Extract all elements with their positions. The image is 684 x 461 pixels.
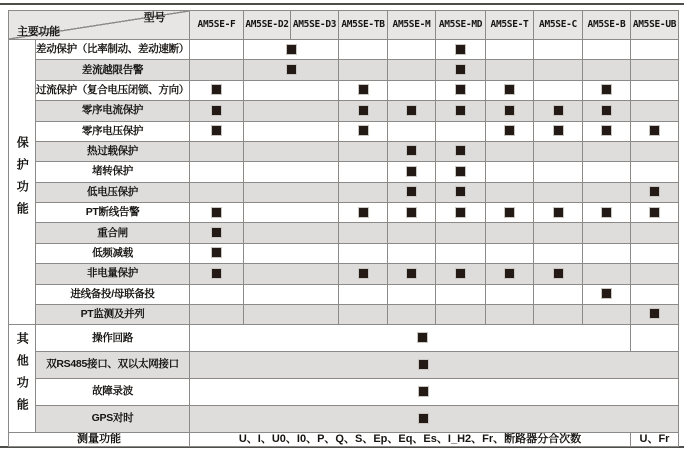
supported-mark: [456, 45, 465, 54]
feature-label: 零序电压保护: [36, 121, 190, 141]
cell-c: [534, 101, 583, 121]
measurement-label: 测量功能: [9, 432, 190, 446]
cell-c: [534, 304, 583, 324]
cell-t: [486, 284, 534, 304]
feature-label: 非电量保护: [36, 264, 190, 284]
supported-mark: [602, 106, 611, 115]
cell-f: [190, 243, 244, 263]
cell-m: [388, 101, 436, 121]
cell-ub: [631, 40, 679, 60]
supported-mark: [456, 187, 465, 196]
section-label-text: 保护功能: [15, 135, 30, 224]
measurement-values: U、I、U0、I0、P、Q、S、Ep、Eq、Es、I_H2、Fr、断路器分合次数: [190, 432, 631, 446]
supported-mark: [359, 126, 368, 135]
supported-mark: [419, 387, 428, 396]
cell-tb: [339, 80, 388, 100]
cell-md: [436, 223, 486, 243]
table-row: [9, 264, 679, 284]
supported-mark: [554, 269, 563, 278]
supported-mark: [456, 167, 465, 176]
cell-f: [190, 304, 244, 324]
corner-header-cell: [9, 11, 190, 40]
cell-ub: [631, 162, 679, 182]
cell-d2-d3: [244, 60, 339, 80]
cell-f: [190, 284, 244, 304]
cell-all-models-merged: [190, 352, 679, 379]
cell-m: [388, 60, 436, 80]
cell-f: [190, 203, 244, 223]
cell-ub: [631, 121, 679, 141]
cell-t: [486, 141, 534, 161]
supported-mark: [602, 126, 611, 135]
cell-c: [534, 141, 583, 161]
cell-b: [583, 182, 631, 202]
cell-c: [534, 182, 583, 202]
table-row: [9, 101, 679, 121]
supported-mark: [456, 146, 465, 155]
feature-label: 操作回路: [36, 325, 190, 352]
feature-label: 零序电流保护: [36, 101, 190, 121]
corner-model-label: 型号: [143, 11, 165, 24]
cell-b: [583, 162, 631, 182]
cell-d2-d3: [244, 101, 339, 121]
supported-mark: [359, 208, 368, 217]
cell-b: [583, 121, 631, 141]
supported-mark: [359, 85, 368, 94]
supported-mark: [407, 208, 416, 217]
column-header-am5se-c: AM5SE-C: [534, 11, 583, 40]
table-row: [9, 223, 679, 243]
cell-d2-d3: [244, 141, 339, 161]
cell-t: [486, 162, 534, 182]
cell-t: [486, 304, 534, 324]
feature-label: 过流保护（复合电压闭锁、方向）: [36, 80, 190, 100]
supported-mark: [650, 187, 659, 196]
column-header-am5se-ub: AM5SE-UB: [631, 11, 679, 40]
feature-label: PT监测及并列: [36, 304, 190, 324]
supported-mark: [419, 360, 428, 369]
cell-ub: [631, 203, 679, 223]
supported-mark: [505, 85, 514, 94]
feature-label: 低频减载: [36, 243, 190, 263]
cell-d2-d3: [244, 203, 339, 223]
cell-m: [388, 223, 436, 243]
cell-all-models-merged: [190, 378, 679, 405]
cell-tb: [339, 284, 388, 304]
cell-d2-d3: [244, 284, 339, 304]
cell-md: [436, 264, 486, 284]
supported-mark: [212, 106, 221, 115]
column-header-am5se-tb: AM5SE-TB: [339, 11, 388, 40]
supported-mark: [407, 146, 416, 155]
cell-f: [190, 162, 244, 182]
cell-d2-d3: [244, 223, 339, 243]
supported-mark: [212, 269, 221, 278]
cell-b: [583, 243, 631, 263]
cell-b: [583, 80, 631, 100]
table-row: [9, 121, 679, 141]
measurement-values-ub: U、Fr: [631, 432, 679, 446]
cell-t: [486, 182, 534, 202]
supported-mark: [212, 248, 221, 257]
table-row: [9, 40, 679, 60]
supported-mark: [602, 289, 611, 298]
column-header-am5se-m: AM5SE-M: [388, 11, 436, 40]
cell-tb: [339, 223, 388, 243]
supported-mark: [602, 208, 611, 217]
supported-mark: [505, 106, 514, 115]
feature-label: 双RS485接口、双以太网接口: [36, 352, 190, 379]
supported-mark: [602, 85, 611, 94]
cell-d2-d3: [244, 264, 339, 284]
cell-m: [388, 141, 436, 161]
cell-t: [486, 40, 534, 60]
column-header-am5se-t: AM5SE-T: [486, 11, 534, 40]
cell-c: [534, 121, 583, 141]
cell-c: [534, 223, 583, 243]
cell-c: [534, 243, 583, 263]
cell-c: [534, 162, 583, 182]
cell-m: [388, 284, 436, 304]
cell-t: [486, 80, 534, 100]
cell-tb: [339, 182, 388, 202]
supported-mark: [456, 65, 465, 74]
cell-tb: [339, 203, 388, 223]
cell-d2-d3: [244, 162, 339, 182]
cell-tb: [339, 141, 388, 161]
cell-c: [534, 284, 583, 304]
supported-mark: [456, 106, 465, 115]
cell-d2-d3: [244, 40, 339, 60]
cell-f: [190, 121, 244, 141]
cell-b: [583, 304, 631, 324]
column-header-am5se-b: AM5SE-B: [583, 11, 631, 40]
supported-mark: [212, 228, 221, 237]
supported-mark: [407, 167, 416, 176]
cell-t: [486, 101, 534, 121]
table-row: [9, 243, 679, 263]
supported-mark: [359, 106, 368, 115]
cell-t: [486, 223, 534, 243]
column-header-am5se-md: AM5SE-MD: [436, 11, 486, 40]
cell-ub: [631, 60, 679, 80]
supported-mark: [650, 208, 659, 217]
cell-b: [583, 203, 631, 223]
supported-mark: [407, 187, 416, 196]
cell-tb: [339, 264, 388, 284]
supported-mark: [212, 85, 221, 94]
cell-m: [388, 203, 436, 223]
cell-all-models-merged: [190, 325, 631, 352]
cell-t: [486, 203, 534, 223]
cell-md: [436, 182, 486, 202]
cell-c: [534, 80, 583, 100]
table-row: [9, 203, 679, 223]
feature-label: 故障录波: [36, 378, 190, 405]
feature-label: 重合闸: [36, 223, 190, 243]
cell-t: [486, 60, 534, 80]
cell-c: [534, 60, 583, 80]
cell-ub: [631, 182, 679, 202]
cell-b: [583, 141, 631, 161]
feature-label: 热过载保护: [36, 141, 190, 161]
cell-tb: [339, 243, 388, 263]
cell-d2-d3: [244, 121, 339, 141]
supported-mark: [212, 126, 221, 135]
feature-label: 进线备投/母联备投: [36, 284, 190, 304]
cell-f: [190, 60, 244, 80]
corner-main-function-label: 主要功能: [17, 25, 60, 39]
cell-c: [534, 40, 583, 60]
feature-label: 堵转保护: [36, 162, 190, 182]
cell-f: [190, 264, 244, 284]
cell-b: [583, 223, 631, 243]
cell-m: [388, 121, 436, 141]
table-row: [9, 182, 679, 202]
supported-mark: [456, 208, 465, 217]
cell-b: [583, 101, 631, 121]
supported-mark: [505, 269, 514, 278]
cell-md: [436, 284, 486, 304]
supported-mark: [359, 269, 368, 278]
feature-label: 差流越限告警: [36, 60, 190, 80]
column-header-am5se-d3: AM5SE-D3: [291, 11, 339, 40]
cell-t: [486, 121, 534, 141]
header-row: [9, 11, 679, 40]
diagonal-divider: [9, 11, 189, 39]
table-row: [9, 141, 679, 161]
table-row: [9, 60, 679, 80]
cell-t: [486, 264, 534, 284]
table-row: [9, 284, 679, 304]
cell-f: [190, 40, 244, 60]
cell-tb: [339, 101, 388, 121]
cell-c: [534, 203, 583, 223]
supported-mark: [287, 45, 296, 54]
cell-md: [436, 60, 486, 80]
cell-ub: [631, 101, 679, 121]
supported-mark: [407, 269, 416, 278]
table-row: [9, 80, 679, 100]
cell-md: [436, 203, 486, 223]
cell-m: [388, 304, 436, 324]
measurement-row: [9, 432, 679, 446]
cell-ub: [631, 141, 679, 161]
cell-ub: [631, 304, 679, 324]
cell-tb: [339, 60, 388, 80]
cell-md: [436, 101, 486, 121]
cell-f: [190, 141, 244, 161]
cell-c: [534, 264, 583, 284]
cell-d2-d3: [244, 304, 339, 324]
cell-m: [388, 80, 436, 100]
cell-md: [436, 40, 486, 60]
table-row: [9, 162, 679, 182]
cell-m: [388, 182, 436, 202]
cell-tb: [339, 121, 388, 141]
supported-mark: [418, 333, 427, 342]
top-rule: [0, 3, 684, 5]
table-row: [9, 352, 679, 379]
feature-comparison-table: [8, 10, 679, 447]
cell-m: [388, 264, 436, 284]
supported-mark: [554, 208, 563, 217]
cell-tb: [339, 304, 388, 324]
cell-ub: [631, 223, 679, 243]
supported-mark: [554, 106, 563, 115]
cell-t: [486, 243, 534, 263]
cell-md: [436, 141, 486, 161]
cell-tb: [339, 162, 388, 182]
column-header-am5se-f: AM5SE-F: [190, 11, 244, 40]
table-row: [9, 378, 679, 405]
supported-mark: [505, 126, 514, 135]
supported-mark: [419, 414, 428, 423]
feature-label: PT断线告警: [36, 203, 190, 223]
table-row: [9, 325, 679, 352]
cell-m: [388, 40, 436, 60]
supported-mark: [287, 65, 296, 74]
cell-b: [583, 40, 631, 60]
cell-f: [190, 223, 244, 243]
cell-b: [583, 60, 631, 80]
cell-ub: [631, 264, 679, 284]
supported-mark: [650, 126, 659, 135]
section-label-protection: [9, 40, 36, 325]
section-label-text: 其他功能: [15, 332, 30, 421]
cell-b: [583, 284, 631, 304]
cell-d2-d3: [244, 182, 339, 202]
cell-d2-d3: [244, 243, 339, 263]
cell-ub: [631, 284, 679, 304]
supported-mark: [554, 126, 563, 135]
feature-label: GPS对时: [36, 405, 190, 432]
cell-m: [388, 162, 436, 182]
column-header-am5se-d2: AM5SE-D2: [244, 11, 291, 40]
supported-mark: [456, 269, 465, 278]
cell-md: [436, 243, 486, 263]
cell-tb: [339, 40, 388, 60]
cell-ub: [631, 80, 679, 100]
cell-md: [436, 304, 486, 324]
cell-b: [583, 264, 631, 284]
cell-all-models-merged: [190, 405, 679, 432]
cell-m: [388, 243, 436, 263]
feature-label: 差动保护（比率制动、差动速断）: [36, 40, 190, 60]
table-row: [9, 304, 679, 324]
supported-mark: [212, 208, 221, 217]
cell-f: [190, 182, 244, 202]
cell-ub: [631, 325, 679, 352]
supported-mark: [505, 208, 514, 217]
supported-mark: [650, 309, 659, 318]
cell-f: [190, 101, 244, 121]
feature-label: 低电压保护: [36, 182, 190, 202]
cell-md: [436, 121, 486, 141]
cell-f: [190, 80, 244, 100]
section-label-other: [9, 325, 36, 432]
table-row: [9, 405, 679, 432]
cell-d2-d3: [244, 80, 339, 100]
cell-md: [436, 80, 486, 100]
supported-mark: [456, 85, 465, 94]
cell-md: [436, 162, 486, 182]
cell-ub: [631, 243, 679, 263]
supported-mark: [407, 106, 416, 115]
